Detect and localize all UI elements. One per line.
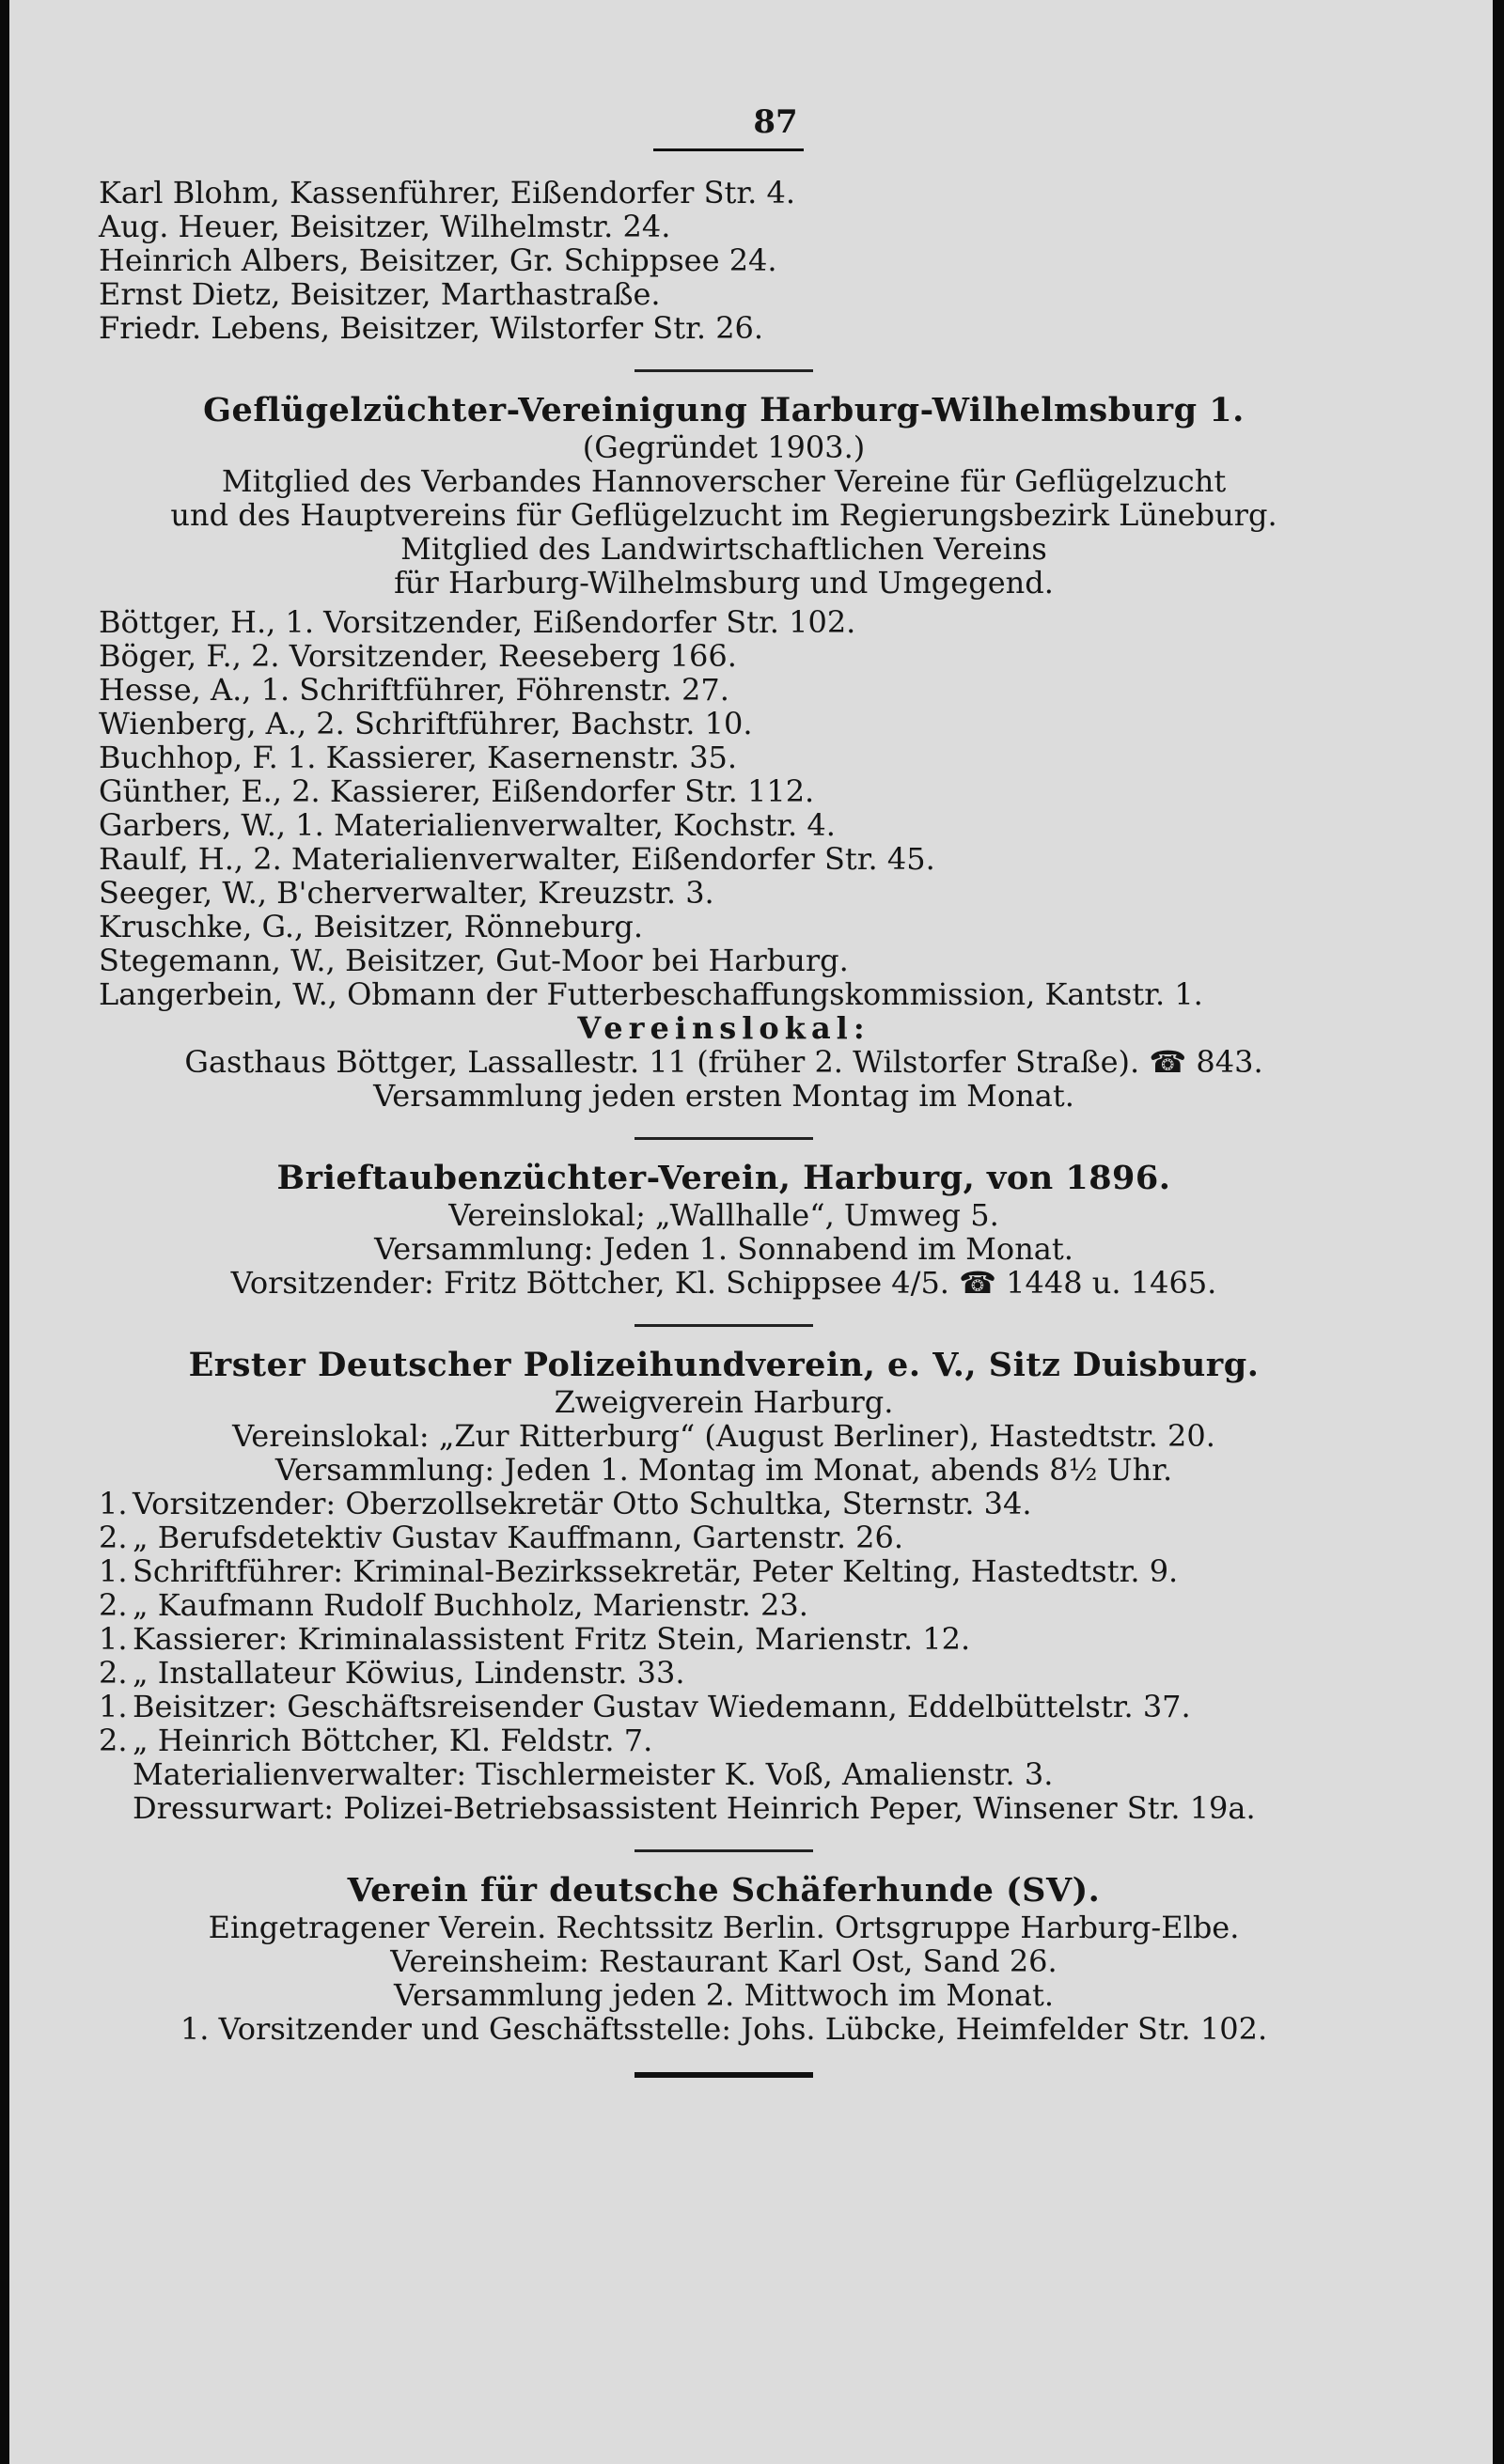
chair-line: 1. Vorsitzender und Geschäftsstelle: Johs. Lübcke, Heimfelder Str. 102. xyxy=(180,2011,1268,2047)
founded: (Gegründet 1903.) xyxy=(582,429,866,465)
officer-line: Dressurwart: Polizei-Betriebsassistent Heinrich Peper, Winsener Str. 19a. xyxy=(133,1790,1256,1826)
officer-line: Raulf, H., 2. Materialienverwalter, Eißendorfer Str. 45. xyxy=(99,841,935,877)
officer-line: 2. „ Heinrich Böttcher, Kl. Feldstr. 7. xyxy=(99,1723,653,1758)
meeting-info: Versammlung jeden 2. Mittwoch im Monat. xyxy=(393,1977,1055,2013)
officer-line: Garbers, W., 1. Materialienverwalter, Kochstr. 4. xyxy=(99,807,836,843)
membership-line: Mitglied des Verbandes Hannoverscher Vereine für Geflügelzucht xyxy=(221,463,1227,499)
membership-line: Mitglied des Landwirtschaftlichen Vereins xyxy=(400,531,1047,567)
list-item: Karl Blohm, Kassenführer, Eißendorfer Str. 4. xyxy=(99,175,796,211)
officer-line: 2. „ Berufsdetektiv Gustav Kauffmann, Gartenstr. 26. xyxy=(99,1520,904,1555)
vereinslokal-heading: Vereinslokal: xyxy=(577,1010,870,1046)
officer-line: 2. „ Installateur Köwius, Lindenstr. 33. xyxy=(99,1655,685,1691)
divider xyxy=(653,148,804,151)
meeting-info: Versammlung jeden ersten Montag im Monat. xyxy=(373,1078,1074,1114)
section-schaeferhunde xyxy=(99,1871,1349,2046)
officer-line: 2. „ Kaufmann Rudolf Buchholz, Marienstr. 23. xyxy=(99,1587,808,1623)
list-item: Heinrich Albers, Beisitzer, Gr. Schippsee 24. xyxy=(99,242,777,278)
officer-line: Stegemann, W., Beisitzer, Gut-Moor bei Harburg. xyxy=(99,943,849,978)
officer-line: Wienberg, A., 2. Schriftführer, Bachstr. 10. xyxy=(99,706,753,741)
officer-line: Kruschke, G., Beisitzer, Rönneburg. xyxy=(99,909,644,944)
officer-line: Hesse, A., 1. Schriftführer, Föhrenstr. 27. xyxy=(99,672,729,708)
section-brieftauben xyxy=(99,1159,1349,1300)
page xyxy=(9,0,1493,2464)
officer-line: Böttger, H., 1. Vorsitzender, Eißendorfer Str. 102. xyxy=(99,604,856,640)
section-title: Geflügelzüchter-Vereinigung Harburg-Wilhelmsburg 1. xyxy=(203,391,1245,429)
officer-line: 1. Schriftführer: Kriminal-Bezirkssekretär, Peter Kelting, Hastedtstr. 9. xyxy=(99,1553,1179,1589)
officer-line: 1. Vorsitzender: Oberzollsekretär Otto Schultka, Sternstr. 34. xyxy=(99,1486,1032,1521)
officer-line: Buchhop, F. 1. Kassierer, Kasernenstr. 35. xyxy=(99,740,738,775)
divider xyxy=(634,1849,813,1852)
divider xyxy=(634,369,813,372)
vereinslokal: Vereinslokal: „Zur Ritterburg“ (August Berliner), Hastedtstr. 20. xyxy=(232,1418,1215,1454)
membership-line: und des Hauptvereins für Geflügelzucht im Regierungsbezirk Lüneburg. xyxy=(170,497,1277,533)
subtitle: Eingetragener Verein. Rechtssitz Berlin. Ortsgruppe Harburg-Elbe. xyxy=(208,1910,1240,1945)
section-title: Verein für deutsche Schäferhunde (SV). xyxy=(347,1871,1101,1910)
top-list xyxy=(99,176,1349,345)
end-divider xyxy=(634,2072,813,2078)
divider xyxy=(634,1137,813,1140)
officer-line: Langerbein, W., Obmann der Futterbeschaffungskommission, Kantstr. 1. xyxy=(99,976,1203,1012)
vereinslokal: Vereinslokal; „Wallhalle“, Umweg 5. xyxy=(448,1197,999,1233)
officer-line: Böger, F., 2. Vorsitzender, Reeseberg 166. xyxy=(99,638,737,674)
list-item: Friedr. Lebens, Beisitzer, Wilstorfer Str. 26. xyxy=(99,310,764,346)
membership-line: für Harburg-Wilhelmsburg und Umgegend. xyxy=(394,565,1054,600)
list-item: Ernst Dietz, Beisitzer, Marthastraße. xyxy=(99,276,661,312)
section-gefluegelzuechter xyxy=(99,391,1349,1113)
officer-line: 1. Kassierer: Kriminalassistent Fritz Stein, Marienstr. 12. xyxy=(99,1621,971,1657)
officer-line: 1. Beisitzer: Geschäftsreisender Gustav Wiedemann, Eddelbüttelstr. 37. xyxy=(99,1689,1191,1724)
branch: Zweigverein Harburg. xyxy=(554,1384,894,1420)
section-polizeihund xyxy=(99,1346,1349,1825)
officer-line: Günther, E., 2. Kassierer, Eißendorfer Str. 112. xyxy=(99,773,815,809)
vereinslokal-address: Gasthaus Böttger, Lassallestr. 11 (früher 2. Wilstorfer Straße). ☎ 843. xyxy=(184,1044,1263,1080)
section-title: Brieftaubenzüchter-Verein, Harburg, von 1896. xyxy=(276,1159,1171,1197)
divider xyxy=(634,1324,813,1327)
section-title: Erster Deutscher Polizeihundverein, e. V., Sitz Duisburg. xyxy=(188,1346,1260,1384)
meeting-info: Versammlung: Jeden 1. Montag im Monat, abends 8½ Uhr. xyxy=(274,1452,1173,1488)
document-content xyxy=(99,103,1349,2078)
officer-line: Materialienverwalter: Tischlermeister K. Voß, Amalienstr. 3. xyxy=(133,1756,1054,1792)
officer-line: Seeger, W., B'cherverwalter, Kreuzstr. 3. xyxy=(99,875,714,911)
page-number: 87 xyxy=(753,103,798,141)
vereinsheim: Vereinsheim: Restaurant Karl Ost, Sand 26. xyxy=(390,1943,1058,1979)
chair-line: Vorsitzender: Fritz Böttcher, Kl. Schippsee 4/5. ☎ 1448 u. 1465. xyxy=(230,1265,1217,1301)
list-item: Aug. Heuer, Beisitzer, Wilhelmstr. 24. xyxy=(99,209,671,244)
meeting-info: Versammlung: Jeden 1. Sonnabend im Monat. xyxy=(374,1231,1073,1267)
